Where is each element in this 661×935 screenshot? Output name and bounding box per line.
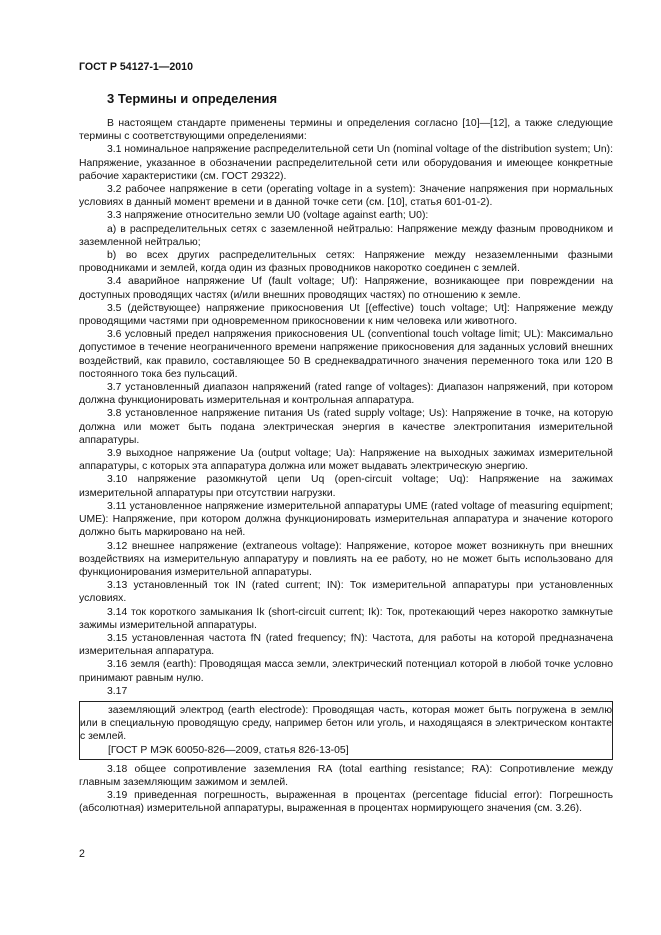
term-3-5: 3.5 (действующее) напряжение прикосновения Ut [(effective) touch voltage; Ut]: Напряжение между проводящими частями при одновременном прикосновении к ним человека или животного.	[79, 302, 613, 328]
term-3-2: 3.2 рабочее напряжение в сети (operating voltage in a system): Значение напряжения при нормальных условиях в данный момент времени и в данной точке сети (см. [10], статья 601-01-2).	[79, 184, 613, 209]
term-3-19: 3.19 приведенная погрешность, выраженная в процентах (percentage fiducial error): Погрешность (абсолютная) измерительной аппаратуры, выраженная в процентах нормирующего значения (см. 3.26).	[79, 790, 613, 815]
term-3-12: 3.12 внешнее напряжение (extraneous voltage): Напряжение, которое может возникнуть при внешних воздействиях на измерительную аппаратуру и повлиять на ее работу, но не может быть использовано для функционирования измерительной аппаратуры.	[79, 540, 613, 578]
page-number: 2	[79, 848, 85, 860]
term-3-3-a: а) в распределительных сетях с заземленной нейтралью: Напряжение между фазным проводником и заземленной нейтралью;	[79, 223, 613, 248]
term-3-8: 3.8 установленное напряжение питания Us (rated supply voltage; Us): Напряжение в точке, на которую должна или может быть подана электрическая энергия в качестве электропитания измерительной аппаратуры.	[79, 408, 613, 446]
term-3-14: 3.14 ток короткого замыкания Ik (short-circuit current; Ik): Ток, протекающий через накоротко замкнутые зажимы измерительной аппаратуры.	[79, 606, 613, 631]
term-3-4: 3.4 аварийное напряжение Uf (fault voltage; Uf): Напряжение, возникающее при повреждении на доступных проводящих частях (и/или внешних проводящих частях) по отношению к земле.	[79, 276, 613, 301]
term-3-16: 3.16 земля (earth): Проводящая масса земли, электрический потенциал которой в любой точке условно принимают равным нулю.	[79, 659, 613, 684]
term-3-7: 3.7 установленный диапазон напряжений (rated range of voltages): Диапазон напряжений, при котором должна функционировать измерительная и контрольная аппаратура.	[79, 382, 613, 407]
document-header: ГОСТ Р 54127-1—2010	[79, 61, 193, 73]
term-3-10: 3.10 напряжение разомкнутой цепи Uq (open-circuit voltage; Uq): Напряжение на зажимах измерительной аппаратуры при отсутствии нагрузки.	[79, 474, 613, 499]
term-3-9: 3.9 выходное напряжение Ua (output voltage; Ua): Напряжение на выходных зажимах измерительной аппаратуры, с которых эта аппаратура должна или может выдавать электрическую энергию.	[79, 448, 613, 473]
boxed-definition	[79, 701, 613, 760]
boxed-reference: [ГОСТ Р МЭК 60050-826—2009, статья 826-13-05]	[108, 744, 349, 756]
term-3-3-b: b) во всех других распределительных сетях: Напряжение между незаземленными фазными проводниками и землей, когда один из фазных проводников накоротко соединен с землей.	[79, 250, 613, 275]
document-body	[79, 117, 613, 816]
term-3-6: 3.6 условный предел напряжения прикосновения UL (conventional touch voltage limit; UL): Максимально допустимое в течение неограниченного времени напряжение прикосновения для заданных условий внешних воздействий, как правило, составляющее 50 В среднеквадратичного значения переменного тока или 120 В постоянного тока без пульсаций.	[79, 329, 613, 380]
section-title: 3 Термины и определения	[107, 91, 278, 106]
term-3-17-number: 3.17	[107, 685, 128, 697]
paragraph: В настоящем стандарте применены термины и определения согласно [10]—[12], а также следующие термины с соответствующими определениями:	[79, 118, 613, 143]
term-3-18: 3.18 общее сопротивление заземления RA (total earthing resistance; RA): Сопротивление между главным заземляющим зажимом и землей.	[79, 763, 613, 788]
term-3-3: 3.3 напряжение относительно земли U0 (voltage against earth; U0):	[107, 210, 429, 222]
term-3-15: 3.15 установленная частота fN (rated frequency; fN): Частота, для работы на которой предназначена измерительная аппаратура.	[79, 632, 613, 658]
term-3-13: 3.13 установленный ток IN (rated current; IN): Ток измерительной аппаратуры при установленных условиях.	[79, 580, 613, 605]
term-3-11: 3.11 установленное напряжение измерительной аппаратуры UME (rated voltage of measuring equipment; UME): Напряжение, при котором должна функционировать измерительная аппаратура и значение которого должно быть маркировано на ней.	[79, 500, 613, 539]
boxed-definition-text: заземляющий электрод (earth electrode): Проводящая часть, которая может быть погружена в землю или в специальную проводящую среду, например бетон или уголь, и находящаяся в электрическом контакте с землей.	[80, 704, 612, 743]
term-3-1: 3.1 номинальное напряжение распределительной сети Un (nominal voltage of the distribution system; Un): Напряжение, указанное в обозначении распределительной сети или оборудования и имеющее конкретные рабочие характеристики (см. ГОСТ 29322).	[79, 144, 613, 182]
